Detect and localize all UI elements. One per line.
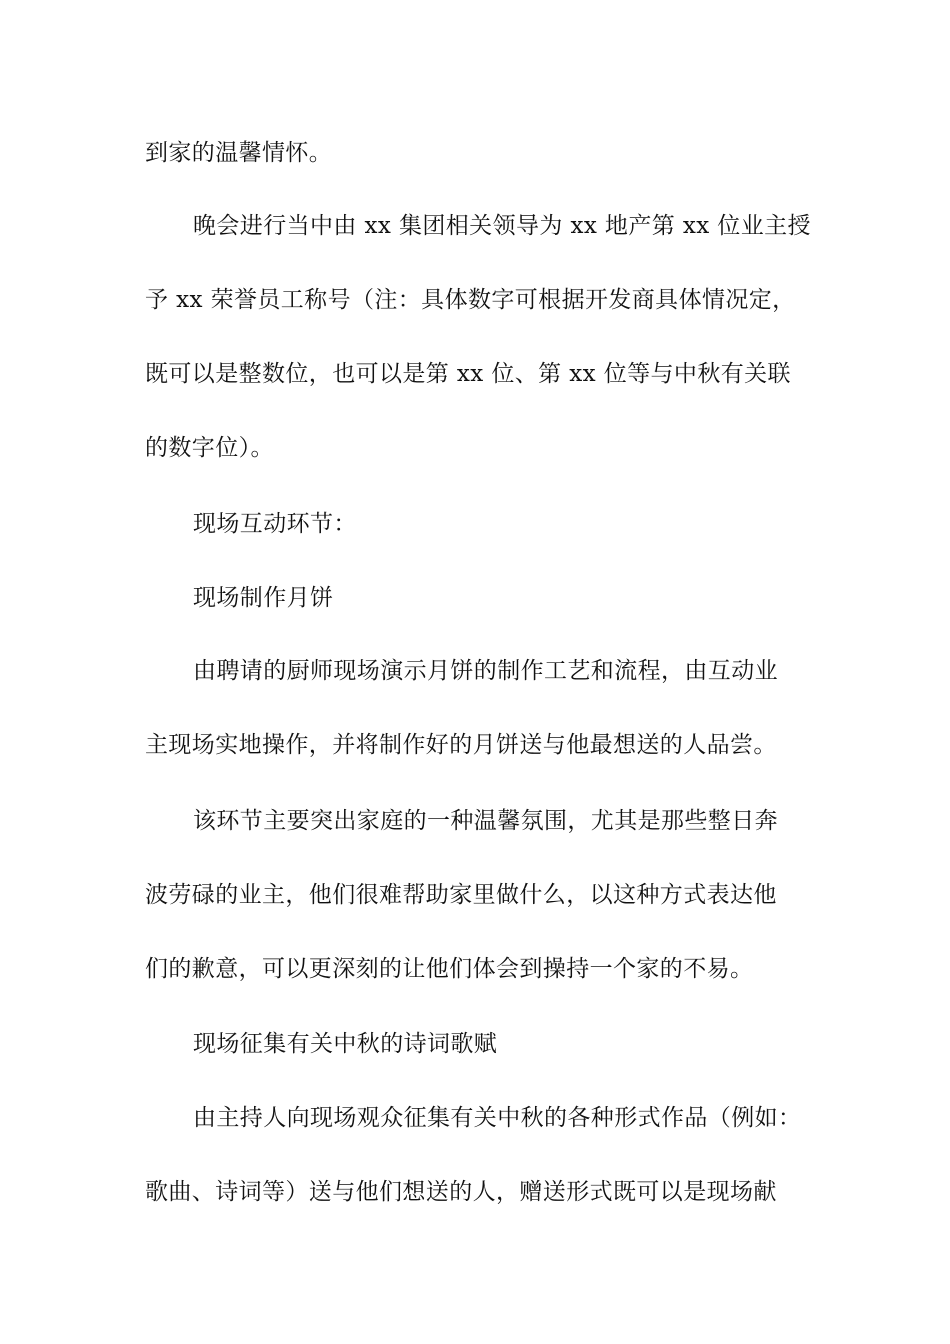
text-line-12: 们的歉意，可以更深刻的让他们体会到操持一个家的不易。 (145, 956, 754, 982)
section-heading-interaction: 现场互动环节： (193, 511, 357, 537)
text-line-15: 歌曲、诗词等）送与他们想送的人，赠送形式既可以是现场献 (145, 1179, 777, 1205)
text-line-1: 到家的温馨情怀。 (145, 140, 333, 166)
text-line-9: 主现场实地操作，并将制作好的月饼送与他最想送的人品尝。 (145, 732, 777, 758)
text-line-11: 波劳碌的业主，他们很难帮助家里做什么，以这种方式表达他 (145, 882, 777, 908)
paragraph-start-line-2: 晚会进行当中由 xx 集团相关领导为 xx 地产第 xx 位业主授 (193, 213, 811, 239)
text-line-5: 的数字位）。 (145, 435, 274, 461)
subheading-poetry-collection: 现场征集有关中秋的诗词歌赋 (193, 1031, 498, 1057)
paragraph-start-line-10: 该环节主要突出家庭的一种温馨氛围，尤其是那些整日奔 (193, 808, 778, 834)
text-line-3: 予 xx 荣誉员工称号（注：具体数字可根据开发商具体情况定， (145, 287, 796, 313)
text-line-4: 既可以是整数位，也可以是第 xx 位、第 xx 位等与中秋有关联 (145, 361, 791, 387)
paragraph-start-line-14: 由主持人向现场观众征集有关中秋的各种形式作品（例如： (193, 1105, 802, 1131)
paragraph-start-line-8: 由聘请的厨师现场演示月饼的制作工艺和流程，由互动业 (193, 658, 778, 684)
subheading-mooncake-making: 现场制作月饼 (193, 585, 334, 611)
